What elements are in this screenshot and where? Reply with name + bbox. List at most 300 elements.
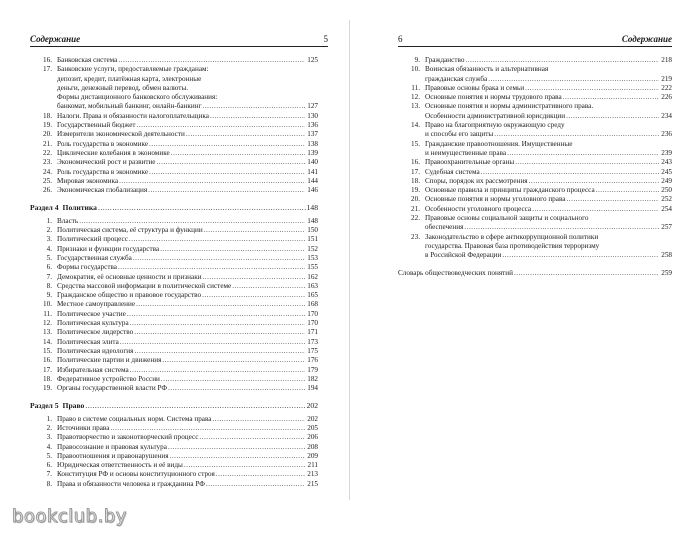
entry-title: Циклические колебания в экономике	[57, 148, 170, 157]
entry-continuation: гражданская служба	[425, 74, 488, 83]
entry-continuation: Особенности административной юрисдикции	[425, 111, 566, 120]
entry-title: Источники права	[57, 423, 110, 432]
toc-entry	[30, 282, 318, 291]
entry-continuation: деньги, денежный перевод, обмен валюты.	[57, 83, 189, 92]
entry-number: 18.	[43, 374, 52, 383]
entry-title: Органы государственной власти РФ	[57, 384, 168, 393]
entry-title: Государственная служба	[57, 253, 132, 262]
entry-number: 19.	[411, 186, 420, 195]
toc-entry	[30, 254, 318, 263]
entry-page: 125	[307, 56, 318, 64]
dot-leader	[136, 300, 305, 309]
entry-number: 13.	[411, 102, 420, 111]
dot-leader	[134, 347, 305, 356]
toc-entry	[30, 217, 318, 226]
section-heading	[30, 203, 318, 212]
dot-leader	[168, 443, 305, 452]
toc-entry	[30, 347, 318, 356]
toc-entry	[30, 338, 318, 347]
toc-entry	[30, 356, 318, 365]
toc-entry	[398, 140, 672, 149]
entry-page: 182	[307, 374, 318, 383]
entry-number: 6.	[46, 461, 52, 470]
dot-leader	[525, 84, 659, 93]
entry-page: 171	[307, 328, 318, 337]
entry-number: 18.	[43, 111, 52, 120]
entry-number: 19.	[43, 121, 52, 130]
toc-entry	[398, 177, 672, 186]
dot-leader	[130, 366, 306, 375]
entry-number: 4.	[46, 244, 52, 253]
entry-title: Политическая система, её структура и функции	[57, 226, 203, 235]
toc-entry	[30, 424, 318, 433]
glossary-title: Словарь обществоведческих понятий	[398, 268, 513, 277]
entry-page: 162	[307, 272, 318, 281]
dot-leader	[85, 401, 305, 410]
entry-number: 16.	[43, 56, 52, 64]
entry-title: Гражданские правоотношения. Имущественные	[425, 139, 573, 148]
entry-number: 21.	[411, 204, 420, 213]
dot-leader	[465, 56, 659, 65]
section-page: 202	[306, 401, 318, 411]
entry-page: 141	[307, 167, 318, 176]
section-heading	[30, 401, 318, 410]
toc-entry	[398, 158, 672, 167]
dot-leader	[129, 235, 305, 244]
entry-number: 12.	[43, 319, 52, 328]
entry-page: 215	[307, 479, 318, 488]
entry-number: 16.	[43, 356, 52, 365]
dot-leader	[79, 217, 305, 226]
entry-title: Законодательство в сфере антикоррупционной политики	[425, 232, 599, 241]
entry-continuation: депозит, кредит, платёжная карта, электронные	[57, 74, 202, 83]
toc-entry	[30, 56, 318, 65]
entry-number: 5.	[46, 253, 52, 262]
entry-title: Правосознание и правовая культура	[57, 442, 167, 451]
toc-entry	[30, 263, 318, 272]
entry-number: 2.	[46, 423, 52, 432]
toc-entry	[30, 168, 318, 177]
entry-title: Политическое лидерство	[57, 328, 134, 337]
toc-entry	[30, 226, 318, 235]
toc-entry	[398, 65, 672, 74]
entry-page: 258	[661, 251, 672, 260]
toc-entry	[30, 480, 318, 489]
entry-number: 13.	[43, 328, 52, 337]
entry-number: 6.	[46, 263, 52, 272]
entry-number: 19.	[43, 384, 52, 393]
entry-number: 15.	[411, 139, 420, 148]
entry-title: Роль государства в экономике	[57, 139, 149, 148]
entry-page: 179	[307, 365, 318, 374]
entry-page: 130	[307, 111, 318, 120]
entry-title: Экономическая глобализация	[57, 186, 148, 195]
entry-title: Правотворчество и законотворческий процесс	[57, 433, 199, 442]
entry-title: Основные понятия и нормы административного права.	[425, 102, 594, 111]
dot-leader	[203, 102, 306, 111]
entry-continuation: банкомат, мобильный банкинг, онлайн-банкинг	[57, 102, 202, 111]
entry-title: Основные понятия и нормы трудового права	[425, 93, 562, 102]
dot-leader	[149, 140, 305, 149]
dot-leader	[507, 149, 659, 158]
dot-leader	[202, 291, 305, 300]
toc-entry	[30, 310, 318, 319]
entry-title: Юридическая ответственность и её виды	[57, 461, 183, 470]
entry-last-line	[398, 130, 672, 139]
dot-leader	[494, 130, 659, 139]
table-of-contents	[30, 56, 318, 489]
dot-leader	[130, 319, 306, 328]
entry-title: Правоотношения и правонарушения	[57, 451, 169, 460]
entry-title: Средства массовой информации в политической системе	[57, 281, 232, 290]
dot-leader	[596, 186, 660, 195]
entry-title: Воинская обязанность и альтернативная	[425, 65, 549, 74]
header-rule	[398, 46, 672, 47]
entry-continuation: и способы его защиты	[425, 130, 494, 139]
toc-entry	[398, 84, 672, 93]
entry-title: Власть	[57, 216, 79, 225]
toc-entry	[398, 205, 672, 214]
entry-page: 153	[307, 253, 318, 262]
entry-page: 170	[307, 309, 318, 318]
toc-entry	[398, 168, 672, 177]
section-title: Политика	[62, 203, 97, 213]
dot-leader	[149, 168, 305, 177]
entry-title: Демократия, её основные ценности и признаки	[57, 272, 202, 281]
entry-title: Избирательная система	[57, 365, 129, 374]
dot-leader	[206, 480, 305, 489]
watermark-logo: bookclub.by	[12, 506, 127, 527]
entry-title: Основные правила и принципы гражданского процесса	[425, 186, 595, 195]
dot-leader	[171, 149, 306, 158]
right-page	[350, 0, 700, 543]
entry-title: Основные понятия и нормы уголовного права	[425, 195, 566, 204]
entry-last-line	[398, 223, 672, 232]
entry-page: 155	[307, 263, 318, 272]
toc-entry	[30, 443, 318, 452]
toc-entry	[30, 328, 318, 337]
entry-page: 236	[661, 130, 672, 139]
section-label: Раздел 5	[30, 401, 59, 411]
toc-entry	[398, 121, 672, 130]
entry-title: Конституция РФ и основы конституционного строя	[57, 470, 215, 479]
entry-number: 14.	[411, 121, 420, 130]
entry-page: 249	[661, 176, 672, 185]
entry-number: 7.	[46, 272, 52, 281]
entry-title: Гражданство	[425, 56, 465, 64]
entry-number: 3.	[46, 433, 52, 442]
entry-page: 250	[661, 186, 672, 195]
entry-title: Экономический рост и развитие	[57, 158, 156, 167]
entry-title: Политическое участие	[57, 309, 126, 318]
entry-page: 254	[661, 204, 672, 213]
entry-title: Мировая экономика	[57, 176, 119, 185]
entry-title: Государственный бюджет	[57, 121, 136, 130]
entry-last-line	[30, 102, 318, 111]
entry-title: Гражданское общество и правовое государство	[57, 291, 202, 300]
entry-title: Право на благоприятную окружающую среду	[425, 121, 565, 130]
entry-page: 206	[307, 433, 318, 442]
header-title: Содержание	[30, 34, 81, 44]
toc-entry	[30, 65, 318, 74]
entry-number: 24.	[43, 167, 52, 176]
toc-entry	[30, 158, 318, 167]
entry-number: 17.	[411, 167, 420, 176]
table-of-contents	[398, 56, 672, 278]
toc-entry	[30, 433, 318, 442]
dot-leader	[481, 168, 660, 177]
entry-continuation: Формы дистанционного банковского обслуживания:	[57, 93, 218, 102]
dot-leader	[161, 375, 305, 384]
entry-title: Признаки и функции государства	[57, 244, 160, 253]
entry-page: 137	[307, 130, 318, 139]
dot-leader	[464, 223, 659, 232]
entry-number: 16.	[411, 158, 420, 167]
entry-page: 202	[307, 414, 318, 423]
dot-leader	[216, 470, 305, 479]
toc-entry	[30, 291, 318, 300]
dot-leader	[210, 112, 305, 121]
entry-page: 252	[661, 195, 672, 204]
entry-title: Политический процесс	[57, 235, 128, 244]
entry-title: Политическая культура	[57, 319, 129, 328]
entry-number: 14.	[43, 337, 52, 346]
entry-page: 148	[307, 216, 318, 225]
entry-number: 25.	[43, 176, 52, 185]
entry-number: 7.	[46, 470, 52, 479]
entry-page: 146	[307, 186, 318, 195]
dot-leader	[514, 269, 659, 278]
entry-page: 209	[307, 451, 318, 460]
entry-page: 140	[307, 158, 318, 167]
dot-leader	[148, 186, 305, 195]
entry-page: 226	[661, 93, 672, 102]
entry-number: 8.	[46, 281, 52, 290]
dot-leader	[120, 338, 305, 347]
toc-entry	[398, 233, 672, 242]
entry-title: Банковская система	[57, 56, 118, 64]
entry-title: Формы государства	[57, 263, 117, 272]
entry-page: 222	[661, 83, 672, 92]
entry-number: 20.	[411, 195, 420, 204]
dot-leader	[134, 328, 305, 337]
dot-leader	[213, 415, 306, 424]
toc-entry	[30, 121, 318, 130]
entry-page: 139	[307, 148, 318, 157]
dot-leader	[502, 251, 659, 260]
entry-page: 144	[307, 176, 318, 185]
entry-number: 15.	[43, 346, 52, 355]
section-label: Раздел 4	[30, 203, 59, 213]
entry-title: Правовые основы брака и семьи	[425, 83, 525, 92]
toc-entry	[398, 56, 672, 65]
entry-page: 168	[307, 300, 318, 309]
entry-page: 239	[661, 148, 672, 157]
entry-page: 127	[307, 102, 318, 111]
toc-entry	[398, 186, 672, 195]
entry-title: Измерители экономической деятельности	[57, 130, 185, 139]
entry-page: 211	[307, 461, 318, 470]
dot-leader	[184, 461, 306, 470]
toc-entry	[30, 130, 318, 139]
entry-title: Федеративное устройство России	[57, 374, 160, 383]
entry-number: 9.	[414, 56, 420, 64]
dot-leader	[127, 310, 305, 319]
entry-page: 194	[307, 384, 318, 393]
entry-page: 136	[307, 121, 318, 130]
entry-number: 12.	[411, 93, 420, 102]
toc-entry	[30, 149, 318, 158]
entry-title: Роль государства в экономике	[57, 167, 149, 176]
glossary-entry	[398, 269, 672, 278]
entry-page: 138	[307, 139, 318, 148]
section-title: Право	[62, 401, 85, 411]
dot-leader	[566, 112, 659, 121]
entry-number: 21.	[43, 139, 52, 148]
dot-leader	[529, 177, 660, 186]
toc-entry	[30, 112, 318, 121]
entry-page: 257	[661, 223, 672, 232]
header-title: Содержание	[621, 34, 672, 44]
dot-leader	[203, 273, 306, 282]
header-rule	[30, 46, 328, 47]
dot-leader	[515, 158, 659, 167]
entry-number: 5.	[46, 451, 52, 460]
toc-entry	[398, 195, 672, 204]
entry-title: Местное самоуправление	[57, 300, 136, 309]
page-number: 5	[323, 34, 328, 44]
toc-entry	[398, 102, 672, 111]
entry-page: 163	[307, 281, 318, 290]
entry-number: 10.	[43, 300, 52, 309]
entry-page: 173	[307, 337, 318, 346]
entry-number: 8.	[46, 479, 52, 488]
entry-title: Споры, порядок их рассмотрения	[425, 176, 528, 185]
entry-title: Политические партии и движения	[57, 356, 162, 365]
toc-entry	[30, 177, 318, 186]
entry-page: 234	[661, 111, 672, 120]
entry-number: 2.	[46, 226, 52, 235]
dot-leader	[170, 452, 306, 461]
toc-entry	[30, 300, 318, 309]
toc-entry	[30, 461, 318, 470]
entry-number: 1.	[46, 414, 52, 423]
entry-title: Правоохранительные органы	[425, 158, 515, 167]
toc-entry	[398, 214, 672, 223]
entry-number: 11.	[411, 83, 420, 92]
dot-leader	[157, 158, 306, 167]
entry-number: 18.	[411, 176, 420, 185]
toc-entry	[30, 140, 318, 149]
entry-continuation: в Российской Федерации	[425, 251, 502, 260]
entry-number: 23.	[411, 232, 420, 241]
dot-leader	[204, 226, 306, 235]
toc-entry	[30, 273, 318, 282]
toc-entry	[30, 452, 318, 461]
entry-number: 9.	[46, 291, 52, 300]
entry-page: 170	[307, 319, 318, 328]
entry-number: 1.	[46, 216, 52, 225]
entry-page: 176	[307, 356, 318, 365]
entry-number: 11.	[43, 309, 52, 318]
entry-page: 218	[661, 56, 672, 64]
entry-last-line	[398, 149, 672, 158]
toc-entry	[30, 375, 318, 384]
dot-leader	[119, 177, 305, 186]
entry-number: 17.	[43, 65, 52, 74]
section-page: 148	[306, 203, 318, 213]
dot-leader	[118, 263, 305, 272]
entry-number: 22.	[43, 148, 52, 157]
entry-page: 205	[307, 423, 318, 432]
entry-page: 213	[307, 470, 318, 479]
dot-leader	[110, 424, 305, 433]
entry-page: 175	[307, 346, 318, 355]
entry-last-line	[398, 75, 672, 84]
entry-number: 20.	[43, 130, 52, 139]
dot-leader	[133, 254, 305, 263]
dot-leader	[232, 282, 305, 291]
entry-number: 10.	[411, 65, 420, 74]
toc-entry	[30, 366, 318, 375]
dot-leader	[488, 75, 659, 84]
entry-page: 150	[307, 226, 318, 235]
entry-title: Особенности уголовного процесса	[425, 204, 532, 213]
entry-title: Право в системе социальных норм. Система права	[57, 414, 212, 423]
dot-leader	[168, 384, 305, 393]
entry-title: Правовые основы социальной защиты и социального	[425, 214, 589, 223]
entry-page: 243	[661, 158, 672, 167]
toc-entry	[30, 186, 318, 195]
entry-number: 22.	[411, 214, 420, 223]
entry-number: 3.	[46, 235, 52, 244]
dot-leader	[162, 356, 305, 365]
dot-leader	[160, 245, 305, 254]
glossary-page: 259	[661, 268, 672, 277]
entry-number: 4.	[46, 442, 52, 451]
page-number: 6	[398, 34, 403, 44]
entry-title: Налоги. Права и обязанности налогоплательщика	[57, 111, 209, 120]
toc-entry	[398, 93, 672, 102]
entry-title: Судебная система	[425, 167, 480, 176]
entry-last-line	[398, 112, 672, 121]
entry-page: 152	[307, 244, 318, 253]
dot-leader	[118, 56, 305, 65]
toc-entry	[30, 319, 318, 328]
entry-page: 219	[661, 74, 672, 83]
entry-number: 26.	[43, 186, 52, 195]
entry-page: 165	[307, 291, 318, 300]
dot-leader	[199, 433, 305, 442]
toc-entry	[30, 235, 318, 244]
entry-page: 151	[307, 235, 318, 244]
dot-leader	[137, 121, 306, 130]
toc-entry	[30, 245, 318, 254]
entry-page: 208	[307, 442, 318, 451]
entry-continuation: обеспечения	[425, 223, 464, 232]
entry-title: Банковские услуги, предоставляемые гражданам:	[57, 65, 209, 74]
entry-title: Политическая элита	[57, 337, 119, 346]
entry-continuation: и неимущественные права	[425, 148, 507, 157]
toc-entry	[30, 470, 318, 479]
toc-entry	[30, 384, 318, 393]
entry-title: Права и обязанности человека и гражданина РФ	[57, 479, 205, 488]
dot-leader	[563, 93, 660, 102]
dot-leader	[98, 203, 306, 212]
entry-number: 23.	[43, 158, 52, 167]
dot-leader	[186, 130, 305, 139]
dot-leader	[532, 205, 659, 214]
